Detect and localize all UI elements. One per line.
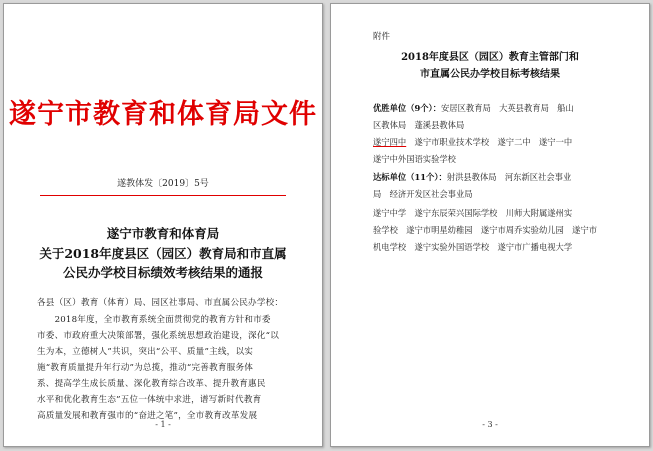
- highlighted-school: 遂宁四中: [373, 137, 407, 147]
- body-text-line: 水平和优化教育生态”五位一体统中求进，谱写新时代教育: [37, 395, 262, 405]
- body-text-line: 施“教育质量提升年行动”为总揽，推动“完善教育服务体: [37, 363, 254, 373]
- notice-title-line-3: 公民办学校目标绩效考核结果的通报: [62, 265, 263, 280]
- results-title-line-2: 市直属公民办学校目标考核结果: [420, 69, 560, 80]
- qualified-units-line: [373, 171, 571, 183]
- body-text-line: 市委、市政府重大决策部署，强化系统思想政治建设，深化“以: [37, 331, 280, 341]
- qualified-units-text: 射洪县教体局 河东新区社会事业: [446, 172, 572, 182]
- qualified-units-line: 机电学校 遂宁实验外国语学校 遂宁市广播电视大学: [373, 242, 573, 252]
- document-number: 遂教体发〔2019〕5号: [117, 179, 209, 189]
- notice-title-line-1: 遂宁市教育和体育局: [106, 226, 220, 241]
- excellent-units-line: [373, 136, 572, 148]
- body-text-line: 系、提高学生成长质量、深化教育综合改革、提升教育惠民: [37, 379, 266, 389]
- qualified-units-label: 达标单位（11个）：: [373, 172, 447, 182]
- document-page-1: [3, 3, 323, 447]
- qualified-units-line: 局 经济开发区社会事业局: [373, 189, 473, 199]
- excellent-units-line: 区教体局 蓬溪县教体局: [373, 120, 465, 130]
- body-text-line: 2018年度，全市教育系统全面贯彻党的教育方针和市委: [37, 315, 271, 325]
- page-number: - 3 -: [482, 420, 498, 429]
- document-header: 遂宁市教育和体育局文件: [9, 99, 317, 130]
- body-text-line: 生为本，立德树人”共识，突出“公平、质量”主线，以实: [37, 347, 254, 357]
- results-title-line-1: 2018年度县区（园区）教育主管部门和: [401, 52, 579, 63]
- excellent-units-text: 遂宁市职业技术学校 遂宁二中 遂宁一中: [414, 137, 573, 147]
- excellent-units-line: [373, 102, 574, 114]
- red-divider-line: [40, 195, 286, 196]
- body-text-line: 各县（区）教育（体育）局、园区社事局、市直属公民办学校：: [37, 298, 284, 308]
- body-text-line: 高质量发展和教育强市的“奋进之笔”，全市教育改革发展: [37, 411, 258, 421]
- notice-title-line-2: 关于2018年度县区（园区）教育局和市直属: [39, 246, 287, 261]
- excellent-units-text: 安居区教育局 大英县教育局 船山: [441, 103, 574, 113]
- qualified-units-line: 验学校 遂宁市明星幼稚园 遂宁市周乔实验幼儿园 遂宁市: [373, 225, 598, 235]
- attachment-label: 附件: [373, 32, 391, 42]
- excellent-units-line: 遂宁中外国语实验学校: [373, 154, 456, 164]
- qualified-units-line: 遂宁中学 遂宁东辰荣兴国际学校 川师大附属遂州实: [373, 208, 573, 218]
- excellent-units-label: 优胜单位（9个）：: [373, 103, 441, 113]
- page-number: - 1 -: [155, 420, 171, 429]
- document-page-3: [330, 3, 650, 447]
